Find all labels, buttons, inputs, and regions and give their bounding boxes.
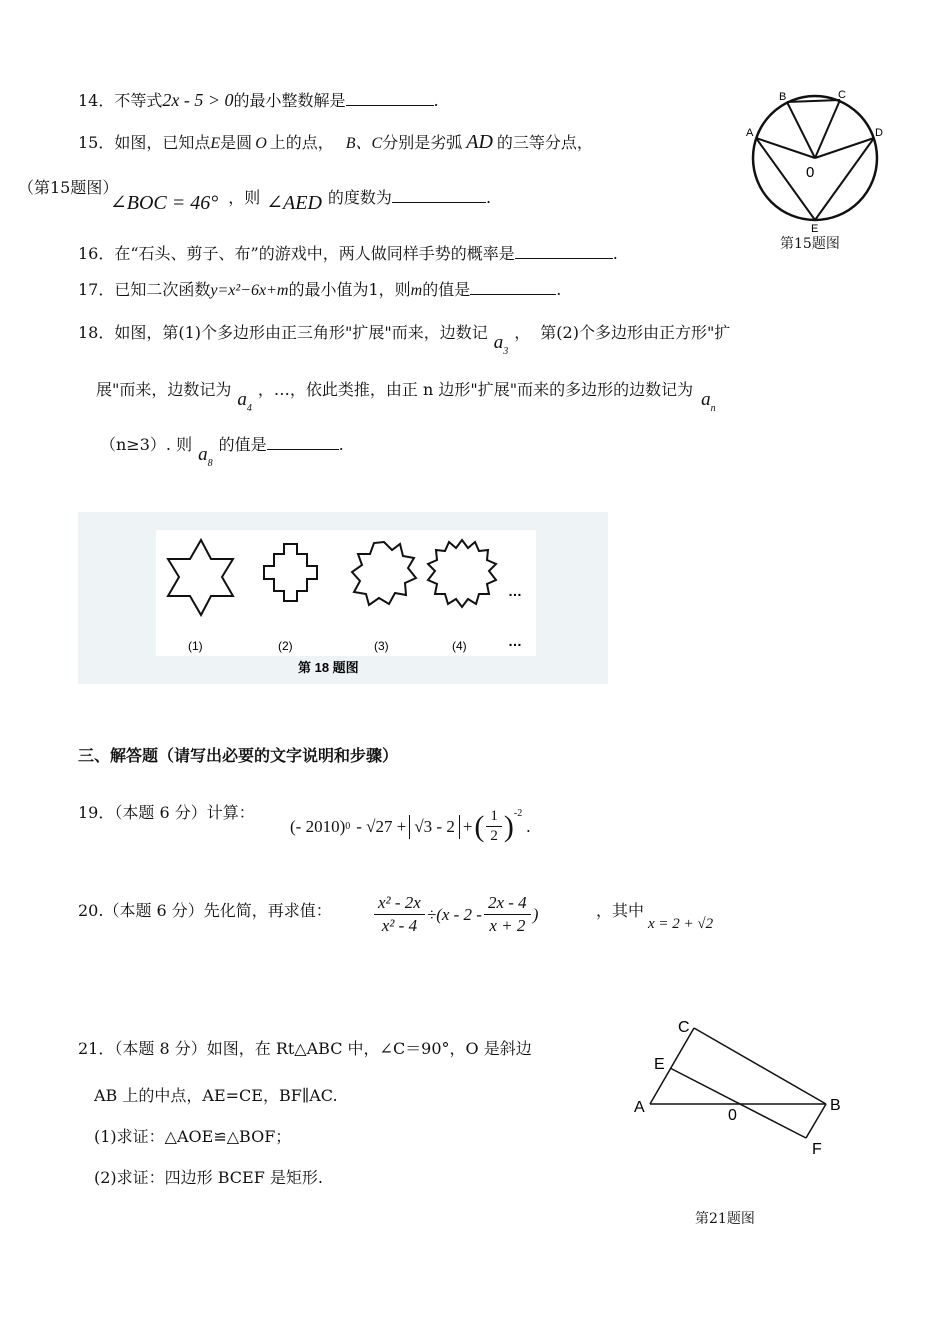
q14-text-before: 不等式 — [114, 91, 163, 110]
q15-points-bc: B、C — [345, 135, 383, 152]
snowflake-shape-4 — [428, 540, 496, 607]
q15-angle-aed: ∠AED — [266, 192, 322, 214]
q14-text-after: 的最小整数解是 — [233, 91, 346, 110]
q20-condition-x: x = 2 + √2 — [648, 916, 714, 932]
question-21-part2: (2)求证：四边形 BCEF 是矩形. — [94, 1168, 324, 1187]
q15-text-a: 如图，已知点 — [114, 133, 211, 152]
q15-arc-ad: AD — [466, 131, 493, 153]
q17-function: y=x²−6x+m — [210, 282, 289, 299]
question-21-part1: (1)求证：△AOE≌△BOF； — [94, 1127, 292, 1146]
label-f: F — [812, 1141, 822, 1158]
q15-caption-left: （第15题图） — [18, 178, 119, 197]
snowflake-shape-3 — [352, 542, 416, 605]
figure-18-caption: 第 18 题图 — [298, 660, 359, 675]
q18-answer-blank[interactable] — [267, 435, 339, 450]
label-a: A — [634, 1099, 645, 1116]
q19-expression — [290, 808, 531, 845]
ellipsis-top: … — [508, 583, 522, 599]
q17-var-m: m — [410, 282, 423, 299]
q18-a3 — [493, 332, 509, 357]
q18-an-sub: n — [710, 403, 716, 414]
q16-answer-blank[interactable] — [515, 244, 613, 259]
q18-end: . — [338, 435, 344, 454]
segment-co — [815, 100, 840, 158]
label-d: D — [875, 127, 883, 139]
question-19 — [78, 800, 255, 823]
q15-angle-boc: ∠BOC = 46° — [110, 192, 219, 214]
q20-div: ÷(x - 2 - — [426, 904, 482, 924]
q18-an-base: a — [701, 389, 711, 410]
shape-label-2: (2) — [278, 639, 293, 653]
q20-number: 20. — [78, 901, 104, 920]
question-14 — [78, 88, 439, 111]
q19-frac-den: 2 — [490, 828, 498, 844]
q18-text-d: 展"而来，边数记为 — [96, 380, 232, 399]
figure-18-shapes — [156, 532, 616, 682]
question-15-line2 — [110, 184, 492, 214]
shape-label-1: (1) — [188, 639, 203, 653]
label-c: C — [838, 89, 846, 101]
q18-text-c: 第(2)个多边形由正方形"扩 — [540, 323, 731, 342]
q20-close-paren: ) — [532, 904, 539, 924]
q18-text-f: （n≥3）. 则 — [100, 435, 193, 454]
q15-text-c: 上的点， — [269, 133, 334, 152]
label-o: 0 — [728, 1107, 737, 1124]
label-c: C — [678, 1019, 690, 1036]
q18-a4-sub: 4 — [246, 403, 252, 414]
question-18-line3 — [100, 432, 344, 469]
question-17 — [78, 277, 561, 300]
figure-18-panel — [78, 512, 608, 684]
segment-bf — [806, 1104, 826, 1138]
q19-end: . — [526, 816, 531, 836]
question-16 — [78, 241, 618, 264]
q15-text-f: ，则 — [228, 188, 261, 207]
q14-number: 14． — [78, 91, 115, 110]
q18-text-e: ，…，依此类推，由正 n 边形"扩展"而来的多边形的边数记为 — [257, 380, 694, 399]
q18-a4 — [237, 389, 252, 414]
q19-paren-frac: ( $\frac{1}{2}$ ) — [474, 808, 514, 844]
question-21-line2: AB 上的中点，AE=CE，BF∥AC. — [94, 1086, 338, 1105]
q18-a3-base: a — [493, 332, 504, 353]
question-18-line1 — [78, 320, 731, 357]
q20-text-b: ，其中 — [596, 901, 645, 920]
hexagram-shape — [168, 540, 233, 615]
q18-text-b: ， — [514, 323, 531, 342]
label-b: B — [779, 91, 787, 103]
q20-frac1-num: x² - 2x — [374, 893, 425, 915]
q16-text: 在“石头、剪子、布”的游戏中，两人做同样手势的概率是 — [114, 244, 515, 263]
figure-21-caption: 第21题图 — [695, 1211, 755, 1227]
q14-inequality: 2x - 5 > 0 — [162, 90, 234, 110]
q18-a8-base: a — [198, 444, 208, 465]
q17-end: . — [556, 280, 562, 299]
shape-label-4: (4) — [452, 639, 467, 653]
q17-number: 17． — [78, 280, 115, 299]
q20-frac1-den: x² - 4 — [381, 916, 418, 935]
q15-answer-blank[interactable] — [392, 188, 486, 203]
q15-number: 15． — [78, 133, 115, 152]
q19-abs-value — [409, 815, 460, 839]
segment-cb — [694, 1028, 826, 1104]
section-3-heading: 三、解答题（请写出必要的文字说明和步骤） — [78, 746, 399, 765]
q19-exponent-neg2: -2 — [513, 808, 523, 819]
q17-text-a: 已知二次函数 — [114, 280, 211, 299]
q14-end: . — [433, 91, 439, 110]
figure-15-caption: 第15题图 — [780, 236, 840, 252]
q15-end: . — [485, 188, 492, 207]
figure-21-diagram — [628, 1012, 858, 1162]
q19-text: （本题 6 分）计算： — [114, 803, 255, 822]
label-b: B — [830, 1097, 841, 1114]
q18-a8 — [198, 444, 213, 469]
q15-point-o: O — [255, 135, 267, 152]
q14-answer-blank[interactable] — [346, 91, 434, 106]
question-21-line1 — [78, 1036, 532, 1059]
q20-condition — [596, 898, 714, 932]
label-a: A — [746, 127, 754, 139]
q18-a8-sub: 8 — [207, 458, 213, 469]
label-e: E — [811, 223, 819, 235]
segment-de — [815, 138, 874, 220]
question-18-line2 — [96, 377, 716, 414]
q16-number: 16． — [78, 244, 115, 263]
question-15-line1 — [78, 130, 593, 154]
q19-term2: - √27 + — [356, 816, 407, 836]
cross-shape — [264, 544, 317, 601]
shape-label-3: (3) — [374, 639, 389, 653]
figure-15-circle-diagram — [735, 86, 895, 236]
q15-point-e: E — [210, 135, 221, 152]
q16-end: . — [612, 244, 618, 263]
segment-ef — [670, 1068, 806, 1138]
question-20 — [78, 898, 332, 921]
q18-a4-base: a — [237, 389, 247, 410]
q19-term1: (- 2010) — [290, 816, 346, 836]
q18-number: 18． — [78, 323, 115, 342]
q15-text-e: 的三等分点， — [496, 133, 593, 152]
q18-an — [701, 389, 716, 414]
q20-frac2-den: x + 2 — [489, 916, 526, 935]
q20-frac2-num: 2x - 4 — [484, 893, 531, 915]
q15-text-g: 的度数为 — [327, 188, 392, 207]
q18-text-g: 的值是 — [218, 435, 267, 454]
q18-text-a: 如图，第(1)个多边形由正三角形"扩展"而来，边数记 — [114, 323, 488, 342]
q19-abs-inner: √3 - 2 — [414, 816, 455, 836]
ellipsis-bottom: … — [508, 633, 522, 649]
q19-frac-num: 1 — [486, 808, 502, 827]
q20-text: （本题 6 分）先化简，再求值： — [103, 901, 332, 920]
q21-line1: （本题 8 分）如图，在 Rt△ABC 中，∠C＝90°，O 是斜边 — [114, 1039, 532, 1058]
q17-text-c: 的值是 — [422, 280, 471, 299]
label-e: E — [654, 1056, 665, 1073]
q19-exponent-0: 0 — [345, 821, 351, 832]
q17-answer-blank[interactable] — [470, 280, 556, 295]
label-o: 0 — [806, 164, 815, 181]
q18-a3-sub: 3 — [503, 346, 509, 357]
q17-text-b: 的最小值为1，则 — [288, 280, 411, 299]
q19-number: 19． — [78, 803, 115, 822]
segment-do — [815, 138, 874, 158]
q19-plus: + — [462, 816, 473, 836]
q15-text-b: 是圆 — [220, 133, 253, 152]
q21-number: 21． — [78, 1039, 115, 1058]
q15-text-d: 分别是劣弧 — [382, 133, 463, 152]
q20-expression — [372, 893, 538, 936]
